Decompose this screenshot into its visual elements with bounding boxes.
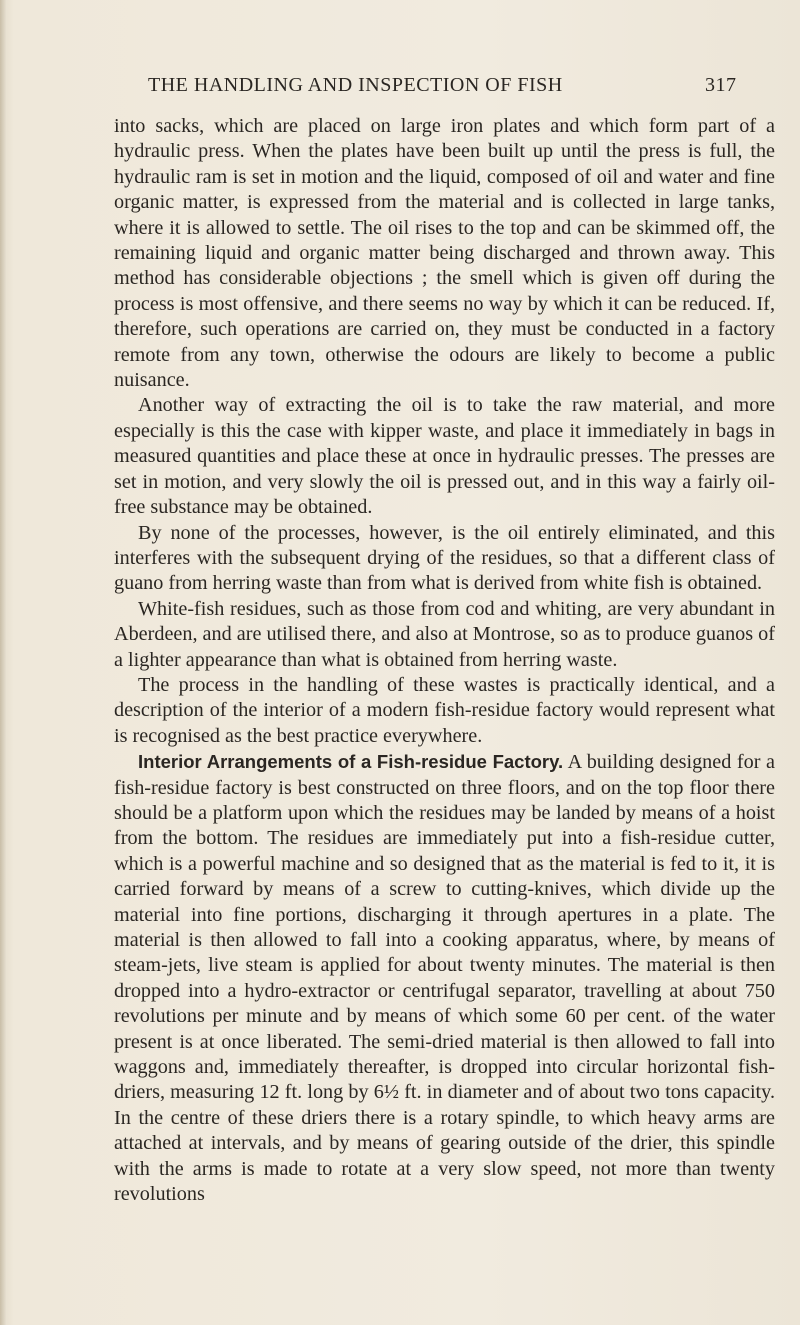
paragraph-continuation: into sacks, which are placed on large iron plates and which form part of a hydraulic press. When the plates have been built up until the press is full, the hydraulic ram is set in motion and the liquid, composed of oil and water and fine organic matter, is expressed from the material and is collected in large tanks, where it is allowed to settle. The oil rises to the top and can be skimmed off, the remaining liquid and organic matter being discharged and thrown away. This method has considerable objections ; the smell which is given off during the process is most offensive, and there seems no way by which it can be reduced. If, therefore, such operations are carried on, they must be conducted in a factory remote from any town, otherwise the odours are likely to become a public nuisance. xyxy=(114,115,775,392)
paragraph-interior-arrangements xyxy=(114,749,775,1207)
section-heading: Interior Arrangements of a Fish-residue Factory. xyxy=(138,751,564,773)
paragraph-process-handling: The process in the handling of these wastes is practically identical, and a description of the interior of a modern fish-residue factory would represent what is recognised as the best practice everywhere. xyxy=(114,673,775,747)
paragraph-white-fish-residues: White-fish residues, such as those from cod and whiting, are very abundant in Aberdeen, and are utilised there, and also at Montrose, so as to produce guanos of a lighter appearance than what is obtained from herring waste. xyxy=(114,597,775,671)
running-head-title: THE HANDLING AND INSPECTION OF FISH xyxy=(148,74,563,96)
body-text xyxy=(114,114,775,1207)
paragraph-extraction-method: Another way of extracting the oil is to take the raw material, and more especially is this the case with kipper waste, and place it immediately in bags in measured quantities and place these at once in hydraulic presses. The presses are set in motion, and very slowly the oil is pressed out, and in this way a fairly oil-free substance may be obtained. xyxy=(114,394,775,519)
paragraph-oil-elimination: By none of the processes, however, is the oil entirely eliminated, and this interferes with the subsequent drying of the residues, so that a different class of guano from herring waste than from what is derived from white fish is obtained. xyxy=(114,521,775,595)
section-body-text: A building designed for a fish-residue factory is best constructed on three floors, and on the top floor there should be a platform upon which the residues may be landed by means of a hoist from the bottom. The residues are immediately put into a fish-residue cutter, which is a powerful machine and so designed that as the material is fed to it, it is carried forward by means of a screw to cutting-knives, which divide up the material into fine portions, discharging it through apertures in a plate. The material is then allowed to fall into a cooking apparatus, where, by means of steam-jets, live steam is applied for about twenty minutes. The material is then dropped into a hydro-extractor or centrifugal separator, travelling at about 750 revolutions per minute and by means of which some 60 per cent. of the water present is at once liberated. The semi-dried material is then allowed to fall into waggons and, immediately thereafter, is dropped into circular horizontal fish-driers, measuring 12 ft. long by 6½ ft. in diameter and of about two tons capacity. In the centre of these driers there is a rotary spindle, to which heavy arms are attached at intervals, and by means of gearing outside of the drier, this spindle with the arms is made to rotate at a very slow speed, not more than twenty revolutions xyxy=(114,751,775,1206)
page-spine-shadow xyxy=(0,0,6,1325)
running-header xyxy=(148,74,748,102)
page-number: 317 xyxy=(705,74,737,96)
